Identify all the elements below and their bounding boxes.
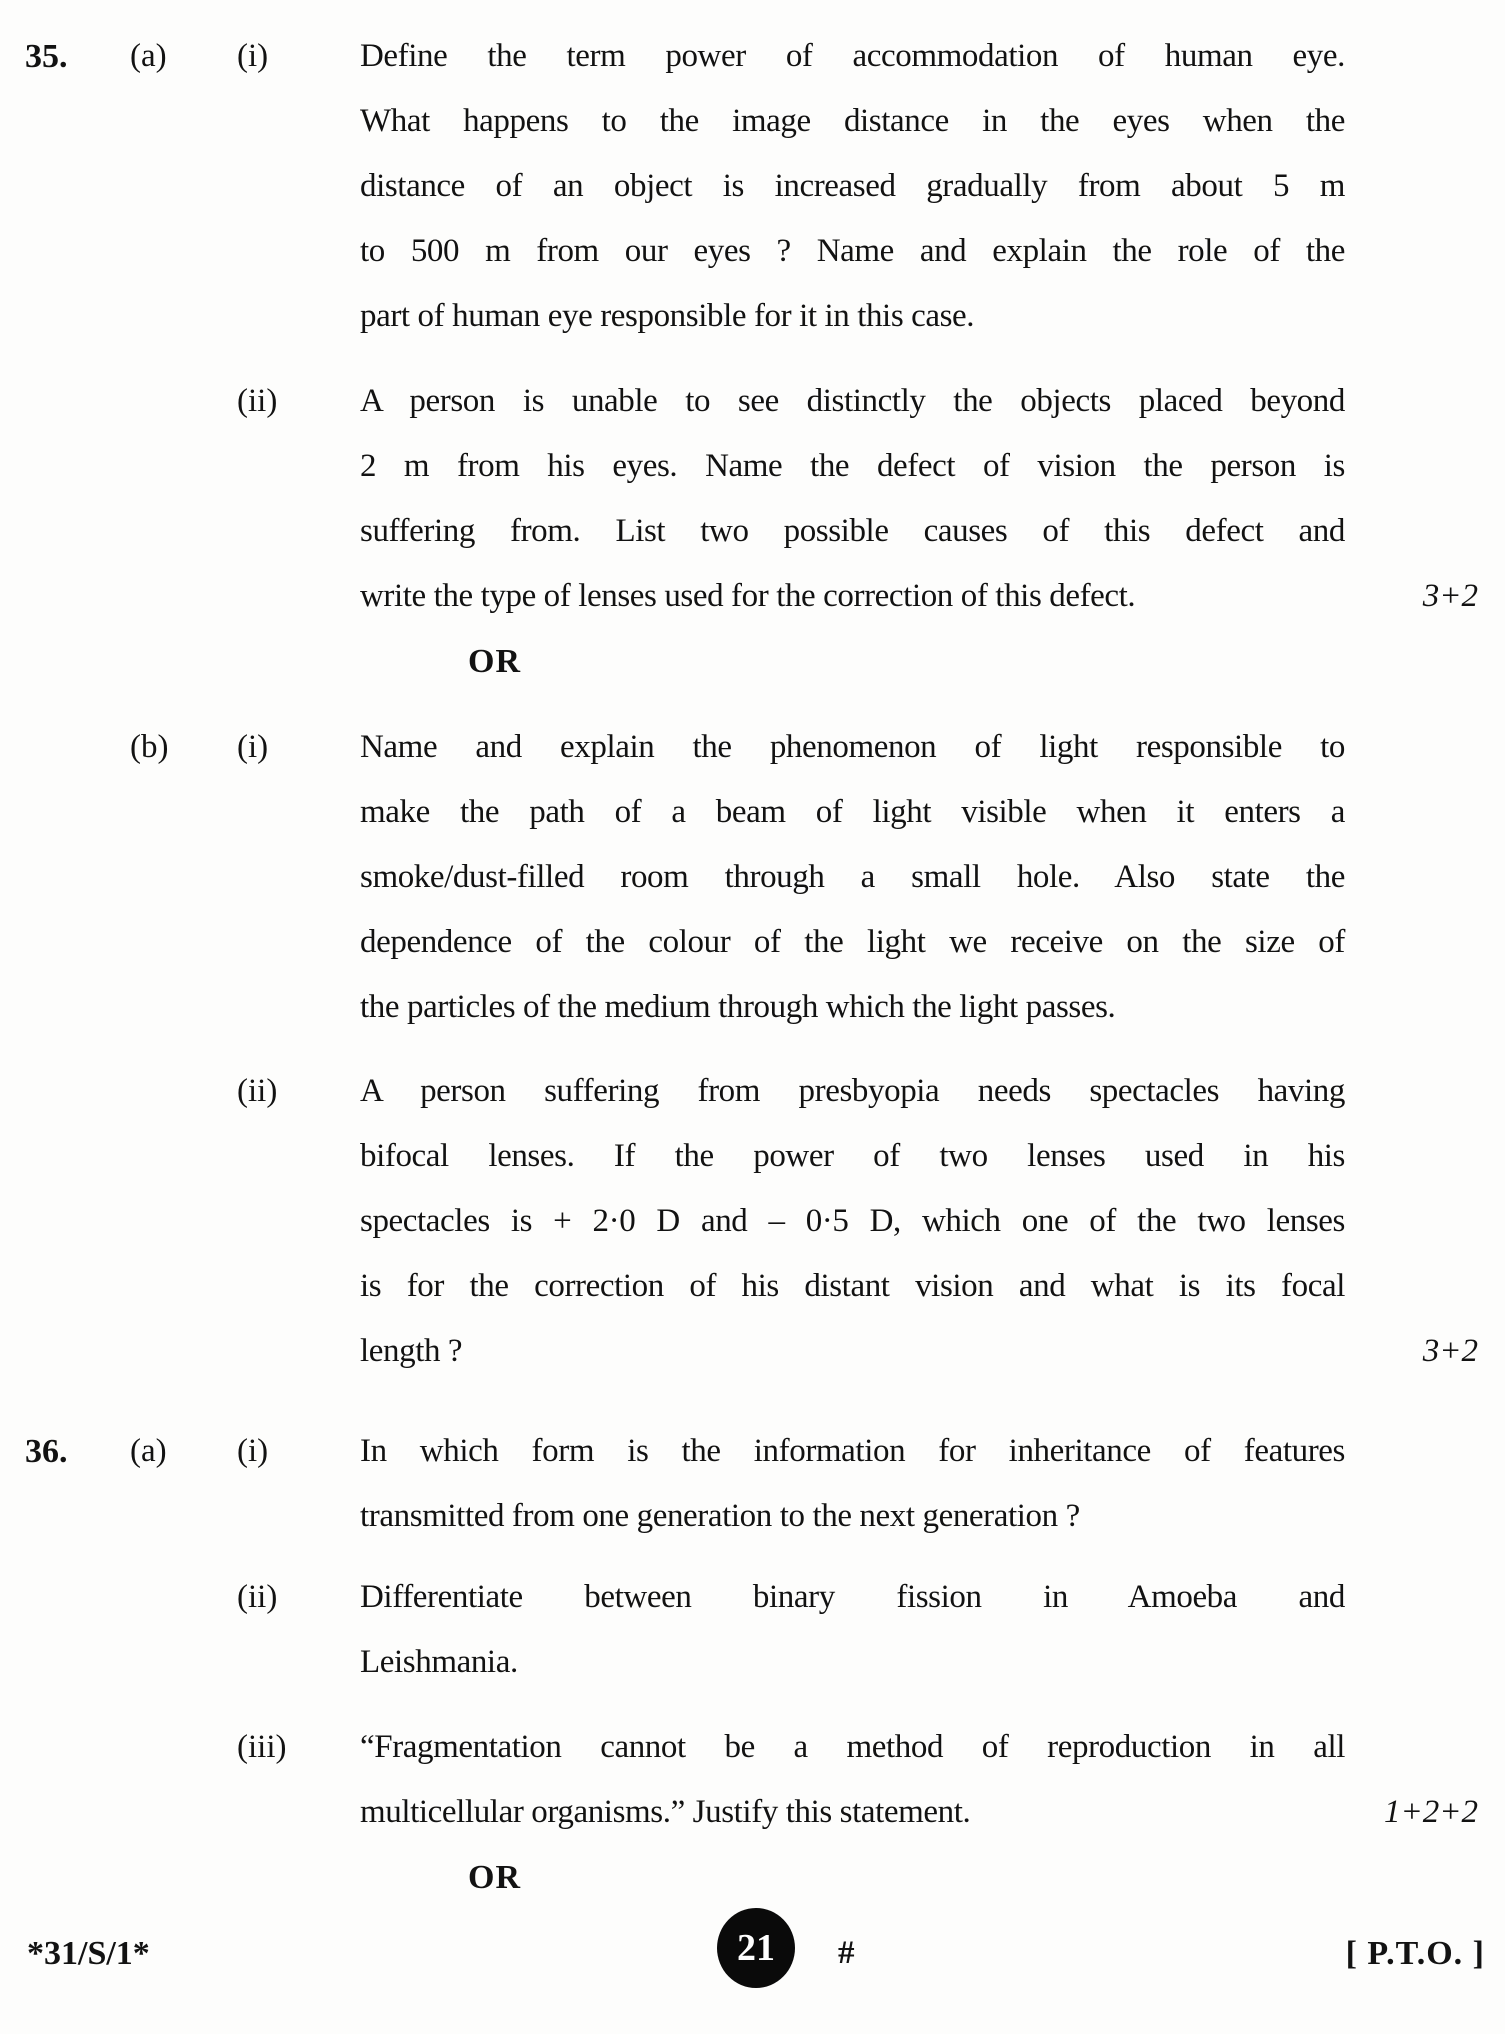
question-text [360, 1715, 1345, 1845]
question-line: the particles of the medium through which the light passes. [360, 989, 1116, 1025]
marks-value: 1+2+2 [1383, 1794, 1478, 1830]
question-text [360, 1059, 1345, 1384]
question-item-36-a-iii [25, 1715, 1480, 1845]
item-numeral: (ii) [237, 1579, 278, 1615]
question-line: 2 m from his eyes. Name the defect of vision the person is [360, 448, 1345, 484]
question-item-35-b-i [25, 715, 1480, 1040]
part-letter: (a) [130, 1433, 167, 1469]
question-line: part of human eye responsible for it in this case. [360, 298, 975, 334]
or-separator: OR [468, 1859, 521, 1896]
question-item-36-a-ii [25, 1565, 1480, 1695]
question-line: to 500 m from our eyes ? Name and explain the role of the [360, 233, 1345, 269]
question-line: distance of an object is increased gradually from about 5 m [360, 168, 1345, 204]
question-line: is for the correction of his distant vision and what is its focal [360, 1268, 1345, 1304]
marks-value: 3+2 [1422, 578, 1478, 614]
question-text [360, 715, 1345, 1040]
part-letter: (a) [130, 38, 167, 74]
item-numeral: (ii) [237, 383, 278, 419]
question-line: Name and explain the phenomenon of light responsible to [360, 729, 1345, 765]
item-numeral: (i) [237, 38, 269, 74]
question-line: spectacles is + 2·0 D and – 0·5 D, which one of the two lenses [360, 1203, 1345, 1239]
or-separator: OR [468, 643, 521, 680]
item-numeral: (iii) [237, 1729, 287, 1765]
item-numeral: (ii) [237, 1073, 278, 1109]
question-item-35-a-i [25, 24, 1480, 349]
question-line: A person is unable to see distinctly the objects placed beyond [360, 383, 1345, 419]
question-line: Define the term power of accommodation of human eye. [360, 38, 1345, 74]
question-text [360, 369, 1345, 629]
page-footer [0, 1921, 1505, 2011]
question-text [360, 1565, 1345, 1695]
or-row [25, 1845, 1480, 1916]
question-line: transmitted from one generation to the next generation ? [360, 1498, 1080, 1534]
question-line: make the path of a beam of light visible when it enters a [360, 794, 1345, 830]
question-line: “Fragmentation cannot be a method of reproduction in all [360, 1729, 1345, 1765]
question-line: dependence of the colour of the light we receive on the size of [360, 924, 1345, 960]
question-text [360, 1419, 1345, 1549]
page-number: 21 [737, 1927, 775, 1969]
question-line: Leishmania. [360, 1644, 518, 1680]
question-line: suffering from. List two possible causes of this defect and [360, 513, 1345, 549]
question-text [360, 24, 1345, 349]
question-item-36-a-i [25, 1419, 1480, 1549]
pto-label: [ P.T.O. ] [1345, 1935, 1485, 1972]
question-line: length ? [360, 1333, 463, 1369]
part-letter: (b) [130, 729, 169, 765]
question-line: Differentiate between binary fission in Amoeba and [360, 1579, 1345, 1615]
item-numeral: (i) [237, 1433, 269, 1469]
question-item-35-b-ii [25, 1059, 1480, 1384]
question-number: 36. [25, 1433, 68, 1470]
question-number: 35. [25, 38, 68, 75]
question-line: What happens to the image distance in the eyes when the [360, 103, 1345, 139]
question-line: write the type of lenses used for the correction of this defect. [360, 578, 1136, 614]
or-row [25, 629, 1480, 700]
item-numeral: (i) [237, 729, 269, 765]
question-item-35-a-ii [25, 369, 1480, 629]
question-line: A person suffering from presbyopia needs spectacles having [360, 1073, 1345, 1109]
paper-code: *31/S/1* [27, 1935, 150, 1972]
question-line: In which form is the information for inheritance of features [360, 1433, 1345, 1469]
question-line: smoke/dust-filled room through a small hole. Also state the [360, 859, 1345, 895]
question-line: bifocal lenses. If the power of two lenses used in his [360, 1138, 1345, 1174]
question-line: multicellular organisms.” Justify this statement. [360, 1794, 971, 1830]
page-number-badge [717, 1908, 795, 1988]
marks-value: 3+2 [1422, 1333, 1478, 1369]
hash-symbol: # [838, 1935, 855, 1971]
